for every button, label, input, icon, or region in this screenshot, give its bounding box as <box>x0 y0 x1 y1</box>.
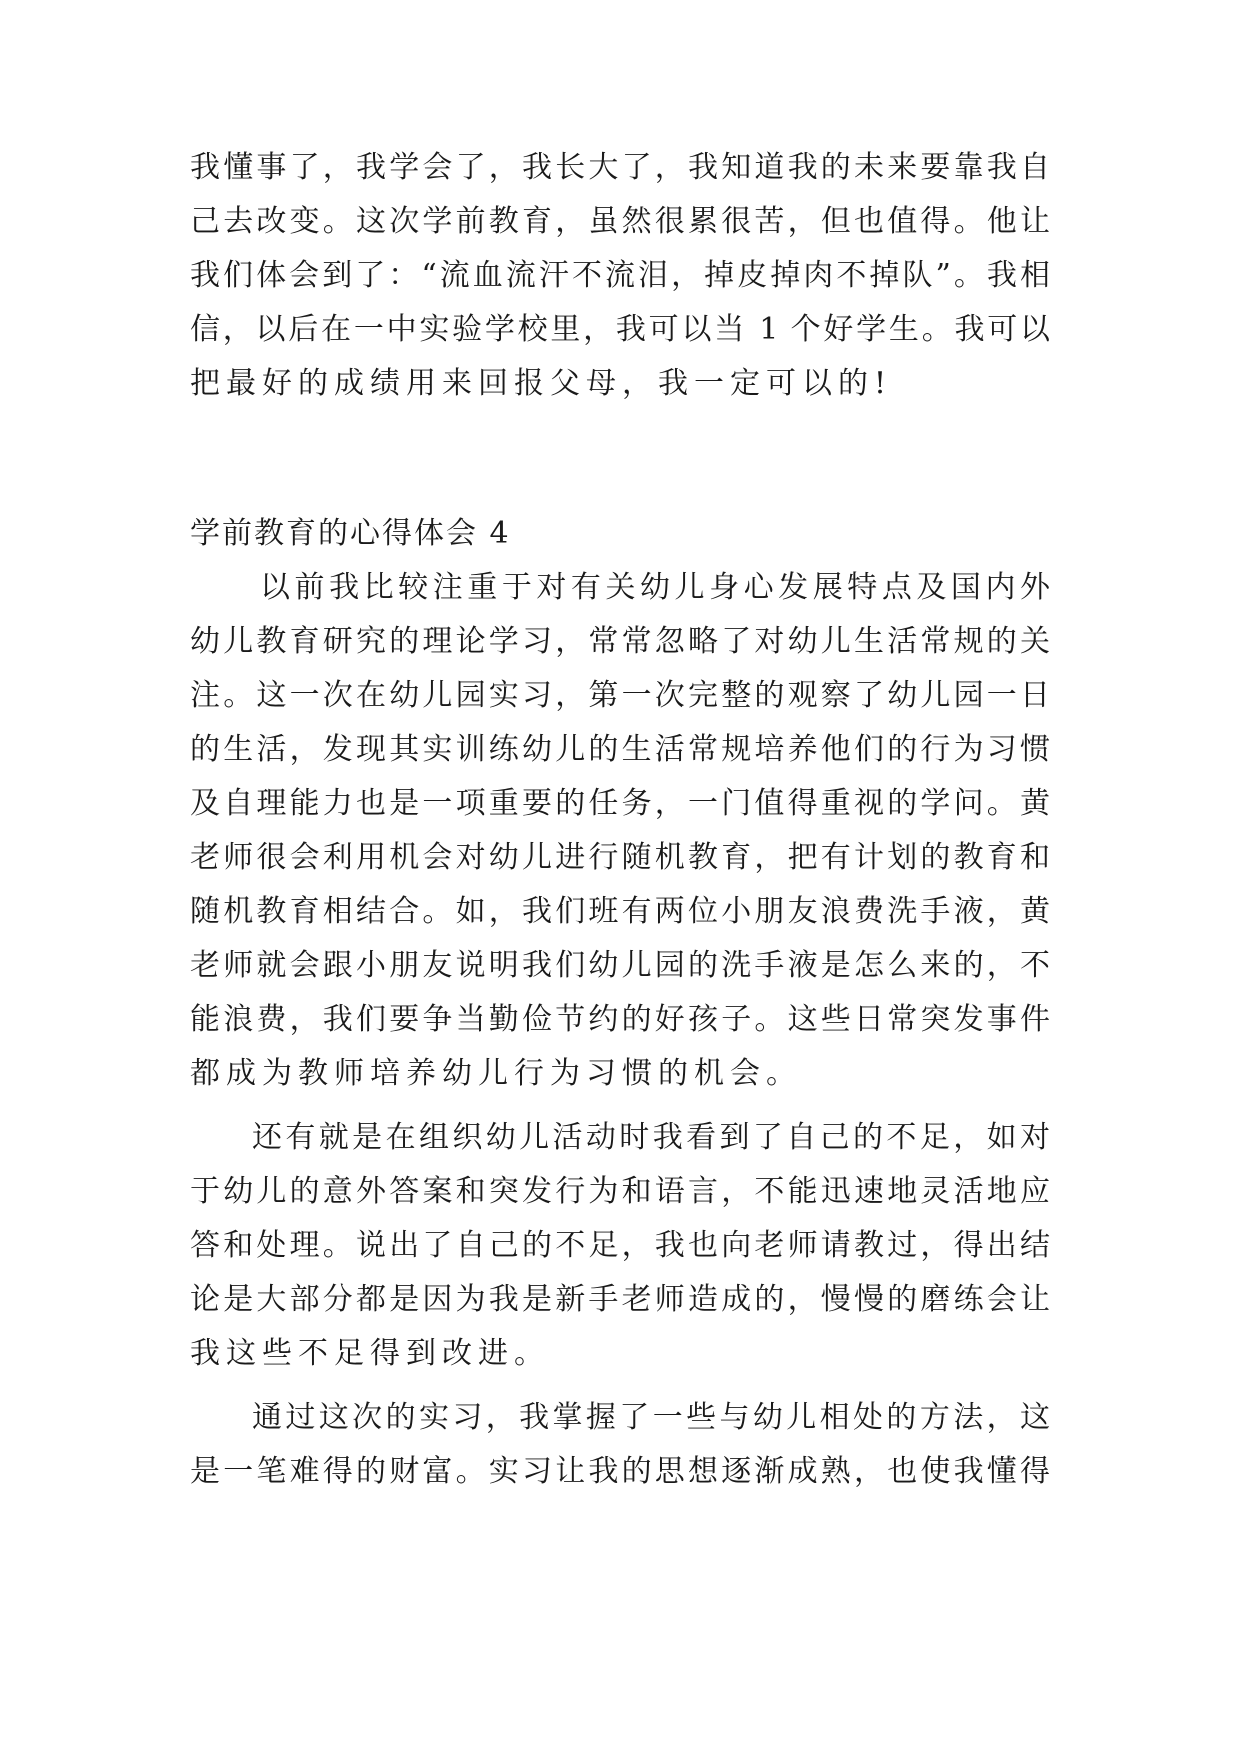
paragraph-2-line-4: 的生活，发现其实训练幼儿的生活常规培养他们的行为习惯 <box>190 732 1050 767</box>
paragraph-2-line-1: 以前我比较注重于对有关幼儿身心发展特点及国内外 <box>260 570 1050 605</box>
paragraph-2-line-5: 及自理能力也是一项重要的任务，一门值得重视的学问。黄 <box>190 786 1050 821</box>
paragraph-1-line-5: 把最好的成绩用来回报父母，我一定可以的! <box>190 366 893 401</box>
paragraph-3-line-2: 于幼儿的意外答案和突发行为和语言，不能迅速地灵活地应 <box>190 1174 1050 1209</box>
paragraph-1-line-4: 信，以后在一中实验学校里，我可以当 1 个好学生。我可以 <box>190 312 1050 347</box>
paragraph-1-line-3: 我们体会到了：“流血流汗不流泪，掉皮掉肉不掉队”。我相 <box>190 258 1050 293</box>
paragraph-2-line-8: 老师就会跟小朋友说明我们幼儿园的洗手液是怎么来的，不 <box>190 948 1050 983</box>
paragraph-2-line-6: 老师很会利用机会对幼儿进行随机教育，把有计划的教育和 <box>190 840 1050 875</box>
paragraph-4-line-2: 是一笔难得的财富。实习让我的思想逐渐成熟，也使我懂得 <box>190 1454 1050 1489</box>
paragraph-2-line-9: 能浪费，我们要争当勤俭节约的好孩子。这些日常突发事件 <box>190 1002 1050 1037</box>
paragraph-3-line-5: 我这些不足得到改进。 <box>190 1336 550 1371</box>
paragraph-4-line-1: 通过这次的实习，我掌握了一些与幼儿相处的方法，这 <box>252 1400 1050 1435</box>
paragraph-2-line-7: 随机教育相结合。如，我们班有两位小朋友浪费洗手液，黄 <box>190 894 1050 929</box>
paragraph-3-line-1: 还有就是在组织幼儿活动时我看到了自己的不足，如对 <box>252 1120 1050 1155</box>
paragraph-3-line-3: 答和处理。说出了自己的不足，我也向老师请教过，得出结 <box>190 1228 1050 1263</box>
paragraph-1-line-1: 我懂事了，我学会了，我长大了，我知道我的未来要靠我自 <box>190 150 1050 185</box>
paragraph-2-line-3: 注。这一次在幼儿园实习，第一次完整的观察了幼儿园一日 <box>190 678 1050 713</box>
paragraph-1-line-2: 己去改变。这次学前教育，虽然很累很苦，但也值得。他让 <box>190 204 1050 239</box>
section-title: 学前教育的心得体会 4 <box>190 516 511 551</box>
paragraph-2-line-2: 幼儿教育研究的理论学习，常常忽略了对幼儿生活常规的关 <box>190 624 1050 659</box>
paragraph-2-line-10: 都成为教师培养幼儿行为习惯的机会。 <box>190 1056 802 1091</box>
paragraph-3-line-4: 论是大部分都是因为我是新手老师造成的，慢慢的磨练会让 <box>190 1282 1050 1317</box>
